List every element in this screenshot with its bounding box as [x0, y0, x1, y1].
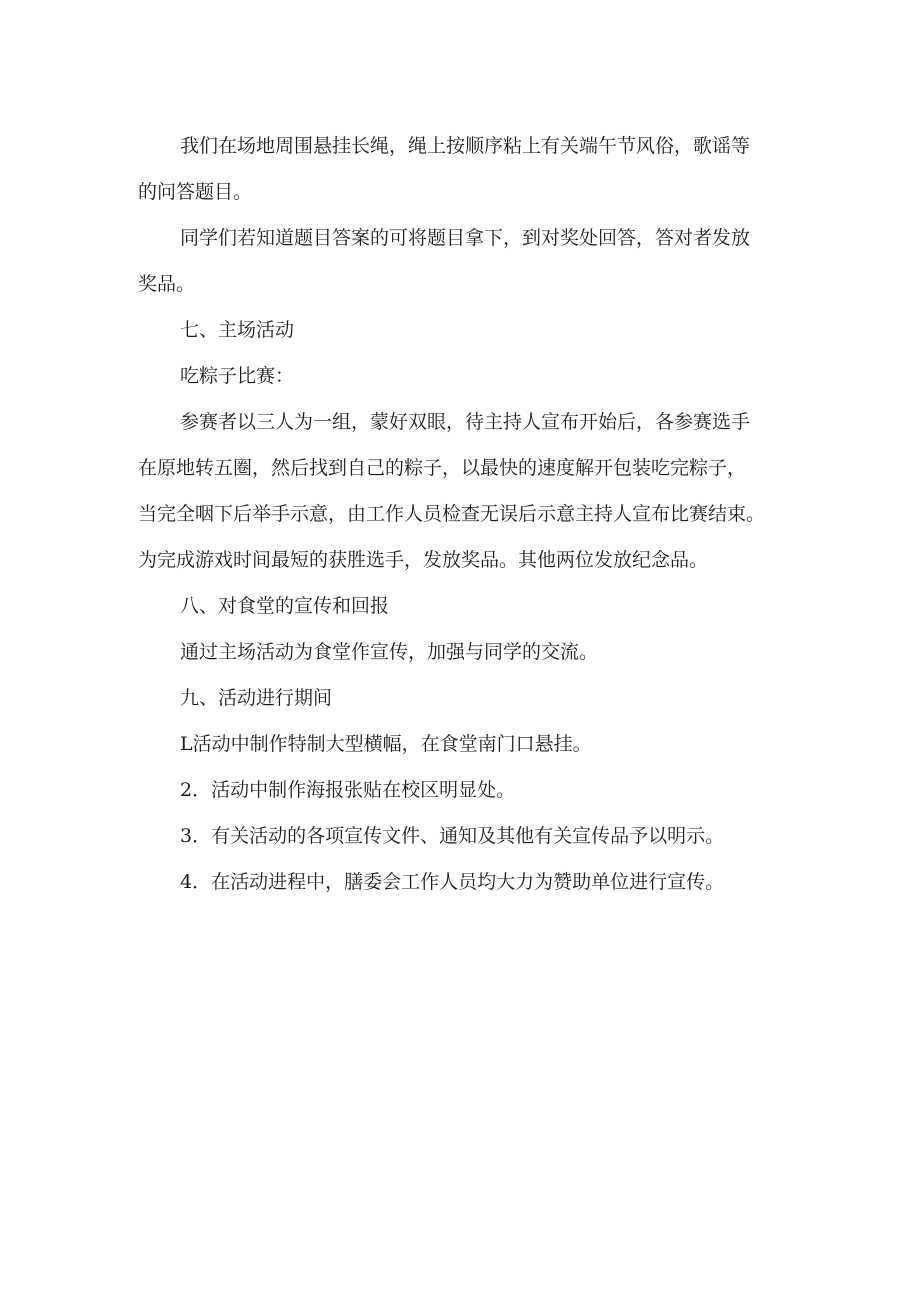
section-heading: 七、主场活动	[180, 319, 295, 341]
list-item-1	[138, 732, 798, 756]
subheading-zongzi-contest	[138, 364, 798, 388]
text-line: 通过主场活动为食堂作宣传，加强与同学的交流。	[180, 641, 599, 663]
text-line: 在原地转五圈，然后找到自己的粽子，以最快的速度解开包装吃完粽子，	[138, 457, 747, 479]
section-heading-canteen-promotion	[138, 594, 798, 618]
section-heading-main-activity	[138, 318, 798, 342]
list-item-3	[138, 824, 798, 848]
document-body	[138, 134, 798, 894]
list-item-4	[138, 870, 798, 894]
section-heading: 八、对食堂的宣传和回报	[180, 595, 390, 617]
text-line: 的问答题目。	[138, 181, 253, 203]
section-heading: 九、活动进行期间	[180, 687, 333, 709]
list-item: 3．有关活动的各项宣传文件、通知及其他有关宣传品予以明示。	[180, 825, 725, 847]
paragraph-contest-rules	[138, 410, 798, 572]
paragraph-rope-quiz	[138, 134, 798, 204]
paragraph-canteen-promotion	[138, 640, 798, 664]
list-item-2	[138, 778, 798, 802]
text-line: 参赛者以三人为一组，蒙好双眼，待主持人宣布开始后，各参赛选手	[180, 411, 751, 433]
list-item: 4．在活动进程中，膳委会工作人员均大力为赞助单位进行宣传。	[180, 871, 725, 893]
section-heading-activity-period	[138, 686, 798, 710]
list-item: 2．活动中制作海报张贴在校区明显处。	[180, 779, 516, 801]
text-line: 我们在场地周围悬挂长绳，绳上按顺序粘上有关端午节风俗，歌谣等	[180, 135, 751, 157]
text-line: 奖品。	[138, 273, 196, 295]
paragraph-quiz-answer	[138, 226, 798, 296]
text-line: 为完成游戏时间最短的获胜选手，发放奖品。其他两位发放纪念品。	[138, 549, 709, 571]
list-item: L活动中制作特制大型横幅，在食堂南门口悬挂。	[180, 733, 592, 755]
subheading: 吃粽子比赛：	[180, 365, 295, 387]
text-line: 当完全咽下后举手示意，由工作人员检查无误后示意主持人宣布比赛结束。	[138, 503, 766, 525]
text-line: 同学们若知道题目答案的可将题目拿下，到对奖处回答，答对者发放	[180, 227, 751, 249]
